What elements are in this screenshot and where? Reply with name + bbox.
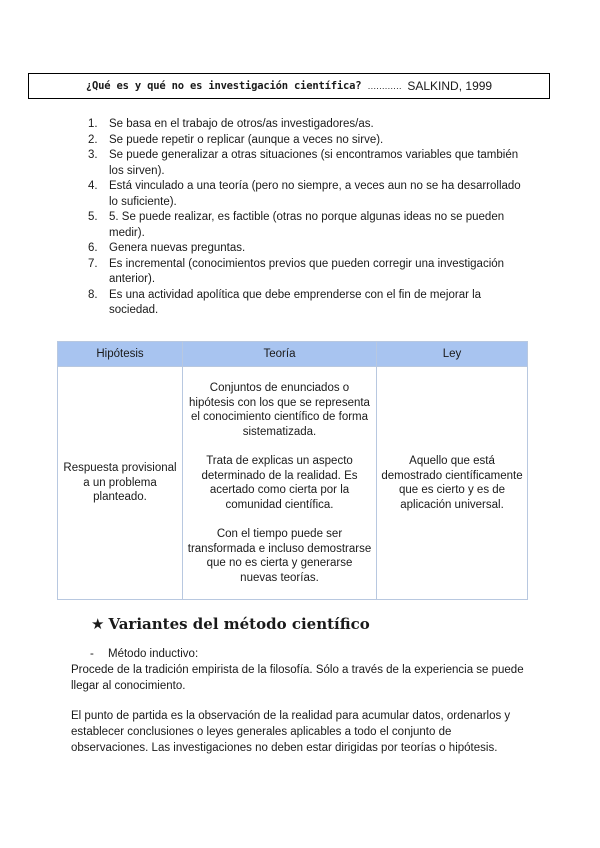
title-box (28, 73, 550, 99)
cell-teoria (183, 367, 377, 600)
section-heading-text: Variantes del método científico (108, 615, 370, 633)
header-ley: Ley (377, 342, 528, 367)
list-item (88, 257, 528, 288)
comparison-table (57, 341, 528, 600)
hipotesis-text: Respuesta provisional a un problema planteado. (63, 462, 177, 504)
list-item (88, 210, 528, 241)
star-icon: ★ (91, 615, 105, 633)
list-item (88, 148, 528, 179)
list-number: 4. (88, 180, 98, 192)
header-teoria: Teoría (183, 342, 377, 367)
list-number: 7. (88, 257, 98, 270)
list-item (88, 288, 528, 319)
list-number: 8. (88, 288, 98, 301)
title-author: SALKIND, 1999 (407, 79, 493, 93)
characteristics-list (88, 117, 528, 319)
list-number: 1. (88, 118, 98, 130)
paragraph-1: Procede de la tradición empirista de la filosofía. Sólo a través de la experiencia se puede llegar al conocimiento. (71, 664, 524, 692)
list-number: 3. (88, 149, 98, 161)
ley-text: Aquello que está demostrado científicamente que es cierto y es de aplicación universal. (381, 455, 523, 511)
dash-bullet: - (90, 648, 94, 660)
list-text: 5. Se puede realizar, es factible (otras no porque algunas ideas no se pueden medir). (109, 211, 505, 239)
list-item (88, 241, 528, 257)
list-text: Se puede repetir o replicar (aunque a veces no sirve). (109, 133, 384, 146)
title-dots: ………… (367, 81, 402, 91)
list-text: Genera nuevas preguntas. (109, 242, 246, 254)
list-text: Es incremental (conocimientos previos que pueden corregir una investigación anterior). (109, 257, 505, 285)
section-heading (91, 615, 370, 633)
paragraph-2: El punto de partida es la observación de la realidad para acumular datos, ordenarlos y establecer conclusiones o leyes generales aplicables a todo el conjunto de observaciones. Las investigaciones no deben estar dirigidas por teorías o hipótesis. (71, 710, 511, 754)
cell-ley (377, 367, 528, 600)
bullet-text: Método inductivo: (108, 648, 199, 660)
bullet-item (90, 647, 198, 662)
teoria-text-2: Trata de explicas un aspecto determinado de la realidad. Es acertado como cierta por la comunidad científica. (201, 455, 358, 511)
list-item (88, 133, 528, 149)
list-item (88, 117, 528, 133)
list-number: 5. (88, 211, 98, 223)
title-question: ¿Qué es y qué no es investigación científica? (85, 80, 362, 92)
list-text: Es una actividad apolítica que debe emprenderse con el fin de mejorar la sociedad. (109, 288, 482, 316)
teoria-text-1: Conjuntos de enunciados o hipótesis con los que se representa el conocimiento científico de forma sistematizada. (189, 382, 370, 438)
list-text: Está vinculado a una teoría (pero no siempre, a veces aun no se ha desarrollado lo suficiente). (109, 180, 521, 208)
list-number: 2. (88, 133, 98, 146)
header-hipotesis: Hipótesis (58, 342, 183, 367)
list-item (88, 179, 528, 210)
teoria-text-3: Con el tiempo puede ser transformada e incluso demostrarse que no es cierta y generarse nuevas teorías. (187, 528, 372, 584)
list-text: Se puede generalizar a otras situaciones (si encontramos variables que también los sirven). (109, 149, 519, 177)
list-text: Se basa en el trabajo de otros/as investigadores/as. (109, 118, 374, 130)
list-number: 6. (88, 242, 98, 254)
table-header-row (58, 342, 528, 367)
table-row (58, 367, 528, 600)
cell-hipotesis (58, 367, 183, 600)
